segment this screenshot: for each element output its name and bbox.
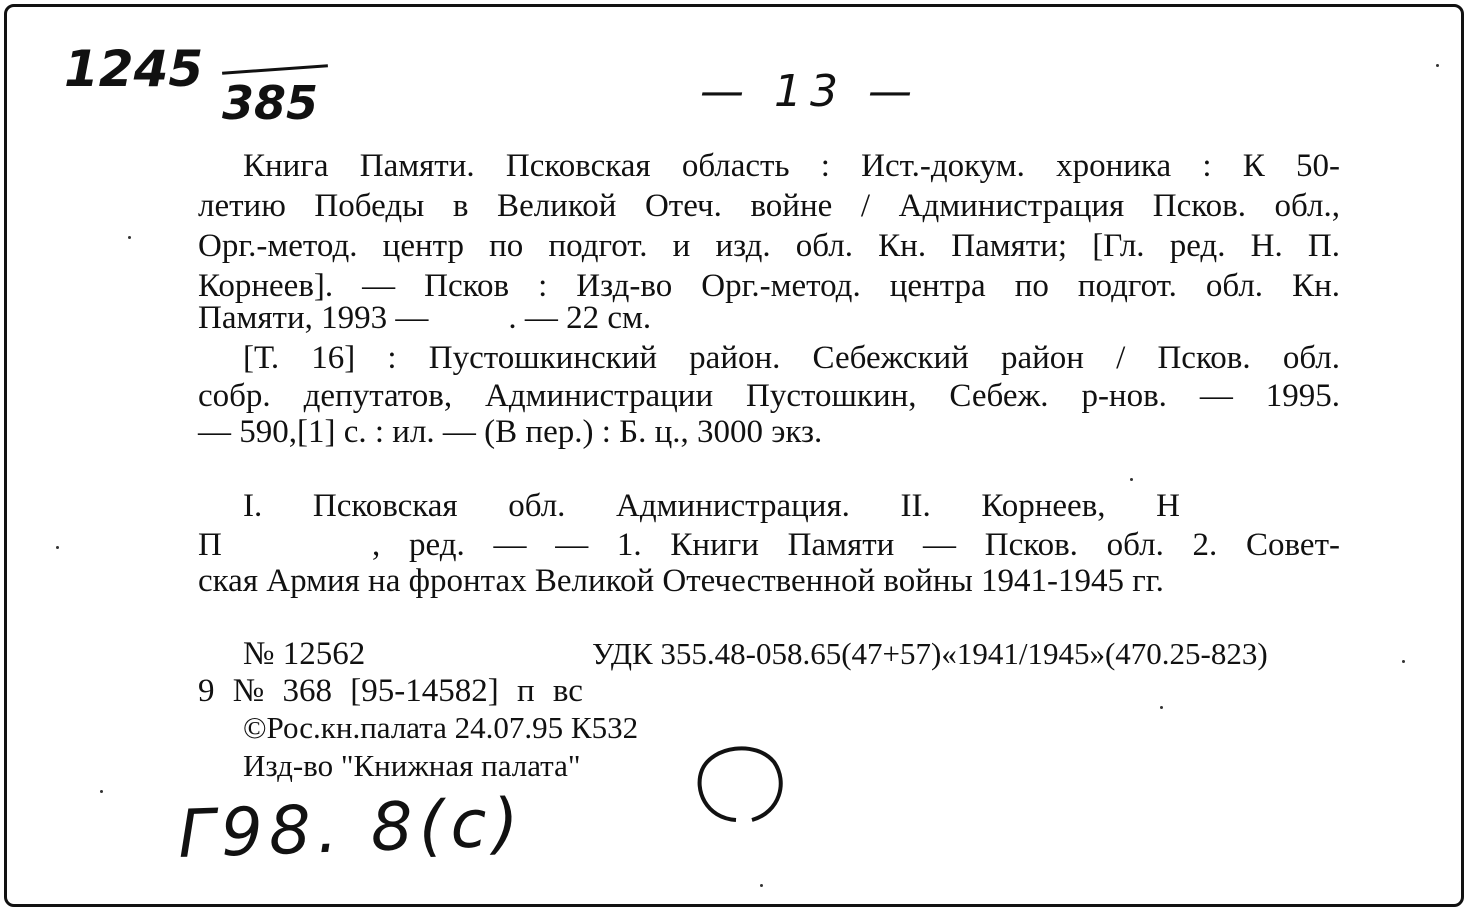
copyright-line: ©Рос.кн.палата 24.07.95 К532	[243, 710, 639, 745]
entry-line-3: Орг.-метод. центр по подгот. и изд. обл. Кн. Памяти; [Гл. ред. Н. П.	[198, 228, 1340, 264]
speck	[760, 884, 763, 887]
handwritten-denominator: 385	[222, 76, 319, 130]
speck	[1436, 64, 1439, 67]
tracing-line-1: I. Псковская обл. Администрация. II. Корнеев, Н	[243, 488, 1180, 524]
publisher-line: Изд-во "Книжная палата"	[243, 748, 581, 783]
stamp-circle-icon	[684, 732, 794, 842]
speck	[1402, 660, 1405, 663]
speck	[128, 236, 131, 239]
volume-line-2: собр. депутатов, Администрации Пустошкин, Себеж. р-нов. — 1995.	[198, 378, 1340, 414]
handwritten-classification: Г98. 8(с)	[176, 783, 526, 874]
udc-code: УДК 355.48-058.65(47+57)«1941/1945»(470.25-823)	[592, 636, 1268, 671]
tracing-line-2-start: П	[198, 527, 222, 563]
volume-line-3: — 590,[1] с. : ил. — (В пер.) : Б. ц., 3000 экз.	[198, 414, 823, 450]
speck	[1160, 706, 1163, 709]
entry-line-1: Книга Памяти. Псковская область : Ист.-докум. хроника : К 50-	[243, 148, 1340, 184]
entry-line-4: Корнеев]. — Псков : Изд-во Орг.-метод. центра по подгот. обл. Кн.	[198, 268, 1340, 304]
entry-line-2: летию Победы в Великой Отеч. войне / Администрация Псков. обл.,	[198, 188, 1340, 224]
index-line: 9 № 368 [95-14582] п вс	[198, 673, 583, 709]
entry-line-5-start: Памяти, 1993 —	[198, 300, 429, 336]
tracing-line-2-rest: , ред. — — 1. Книги Памяти — Псков. обл. 2. Совет-	[372, 527, 1340, 563]
handwritten-call-number	[64, 40, 203, 98]
speck	[1130, 478, 1133, 481]
handwritten-page-number: — 13 —	[700, 66, 920, 117]
handwritten-number: 1245	[64, 40, 204, 98]
volume-line-1: [Т. 16] : Пустошкинский район. Себежский район / Псков. обл.	[243, 340, 1340, 376]
entry-line-5-end: . — 22 см.	[508, 300, 652, 336]
speck	[56, 546, 59, 549]
entry-line-5	[198, 298, 651, 338]
record-number: № 12562	[243, 636, 366, 672]
tracing-line-3: ская Армия на фронтах Великой Отечественной войны 1941-1945 гг.	[198, 563, 1164, 599]
tracing-line-2	[198, 525, 1340, 565]
speck	[100, 790, 103, 793]
